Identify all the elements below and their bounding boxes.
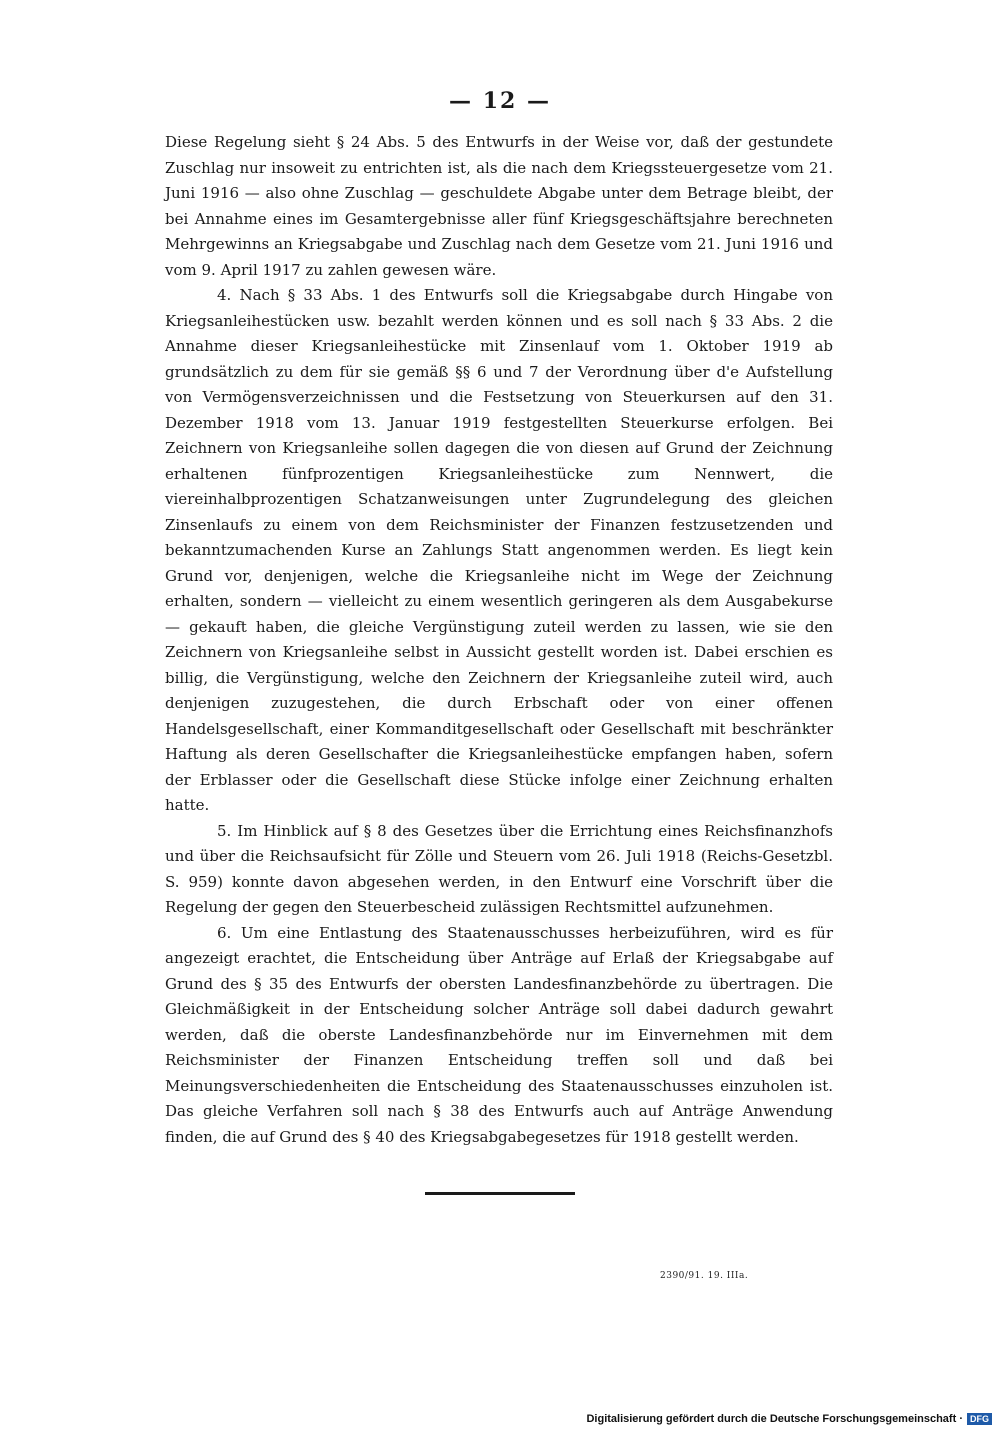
footer-text: Digitalisierung gefördert durch die Deutsche Forschungsgemeinschaft bbox=[586, 1413, 957, 1425]
end-rule-divider bbox=[425, 1192, 575, 1195]
dfg-logo-icon: DFG bbox=[967, 1413, 992, 1425]
page-number: — 12 — bbox=[449, 88, 551, 114]
paragraph-continuation: Diese Regelung sieht § 24 Abs. 5 des Entwurfs in der Weise vor, daß der gestundete Zuschlag nur insoweit zu entrichten ist, als die nach dem Kriegssteuergesetze vom 21. Juni 1916 — also ohne Zuschlag — geschuldete Abgabe unter dem Betrage bleibt, der bei Annahme eines im Gesamtergebnisse aller fünf Kriegsgeschäftsjahre berechneten Mehrgewinns an Kriegsabgabe und Zuschlag nach dem Gesetze vom 21. Juni 1916 und vom 9. April 1917 zu zahlen gewesen wäre. bbox=[165, 133, 833, 279]
paragraph-5: 5. Im Hinblick auf § 8 des Gesetzes über die Errichtung eines Reichsfinanzhofs und über die Reichsaufsicht für Zölle und Steuern vom 26. Juli 1918 (Reichs-Gesetzbl. S. 959) konnte davon abgesehen werden, in den Entwurf eine Vorschrift über die Regelung der gegen den Steuerbescheid zulässigen Rechtsmittel aufzunehmen. bbox=[165, 821, 833, 916]
digitization-footer bbox=[586, 1413, 992, 1425]
paragraph-4: 4. Nach § 33 Abs. 1 des Entwurfs soll die Kriegsabgabe durch Hingabe von Kriegsanleihestücken usw. bezahlt werden können und es soll nach § 33 Abs. 2 die Annahme dieser Kriegsanleihestücke mit Zinsenlauf vom 1. Oktober 1919 ab grundsätzlich zu dem für sie gemäß §§ 6 und 7 der Verordnung über d'e Aufstellung von Vermögensverzeichnissen und die Festsetzung von Steuerkursen auf den 31. Dezember 1918 vom 13. Januar 1919 festgestellten Steuerkurse erfolgen. Bei Zeichnern von Kriegsanleihe sollen dagegen die von diesen auf Grund der Zeichnung erhaltenen fünfprozentigen Kriegsanleihestücke zum Nennwert, die viereinhalbprozentigen Schatzanweisungen unter Zugrundelegung des gleichen Zinsenlaufs zu einem von dem Reichsminister der Finanzen festzusetzenden und bekanntzumachenden Kurse an Zahlungs Statt angenommen werden. Es liegt kein Grund vor, denjenigen, welche die Kriegsanleihe nicht im Wege der Zeichnung erhalten, sondern — vielleicht zu einem wesentlich geringeren als dem Ausgabekurse — gekauft haben, die gleiche Vergünstigung zuteil werden zu lassen, wie sie den Zeichnern von Kriegsanleihe selbst in Aussicht gestellt worden ist. Dabei erschien es billig, die Vergünstigung, welche den Zeichnern der Kriegsanleihe zuteil wird, auch denjenigen zuzugestehen, die durch Erbschaft oder von einer offenen Handelsgesellschaft, einer Kommanditgesellschaft oder Gesellschaft mit beschränkter Haftung als deren Gesellschafter die Kriegsanleihestücke empfangen haben, sofern der Erblasser oder die Gesellschaft diese Stücke infolge einer Zeichnung erhalten hatte. bbox=[165, 286, 833, 814]
paragraph-6: 6. Um eine Entlastung des Staatenausschusses herbeizuführen, wird es für angezeigt erachtet, die Entscheidung über Anträge auf Erlaß der Kriegsabgabe auf Grund des § 35 des Entwurfs der obersten Landesfinanzbehörde zu übertragen. Die Gleichmäßigkeit in der Entscheidung solcher Anträge soll dabei dadurch gewahrt werden, daß die oberste Landesfinanzbehörde nur im Einvernehmen mit dem Reichsminister der Finanzen Entscheidung treffen soll und daß bei Meinungsverschiedenheiten die Entscheidung des Staatenausschusses einzuholen ist. Das gleiche Verfahren soll nach § 38 des Entwurfs auch auf Anträge Anwendung finden, die auf Grund des § 40 des Kriegsabgabegesetzes für 1918 gestellt werden. bbox=[165, 923, 833, 1146]
document-body bbox=[165, 130, 833, 1150]
footer-separator-dot: · bbox=[956, 1413, 963, 1425]
print-reference-code: 2390/91. 19. IIIa. bbox=[660, 1271, 749, 1281]
